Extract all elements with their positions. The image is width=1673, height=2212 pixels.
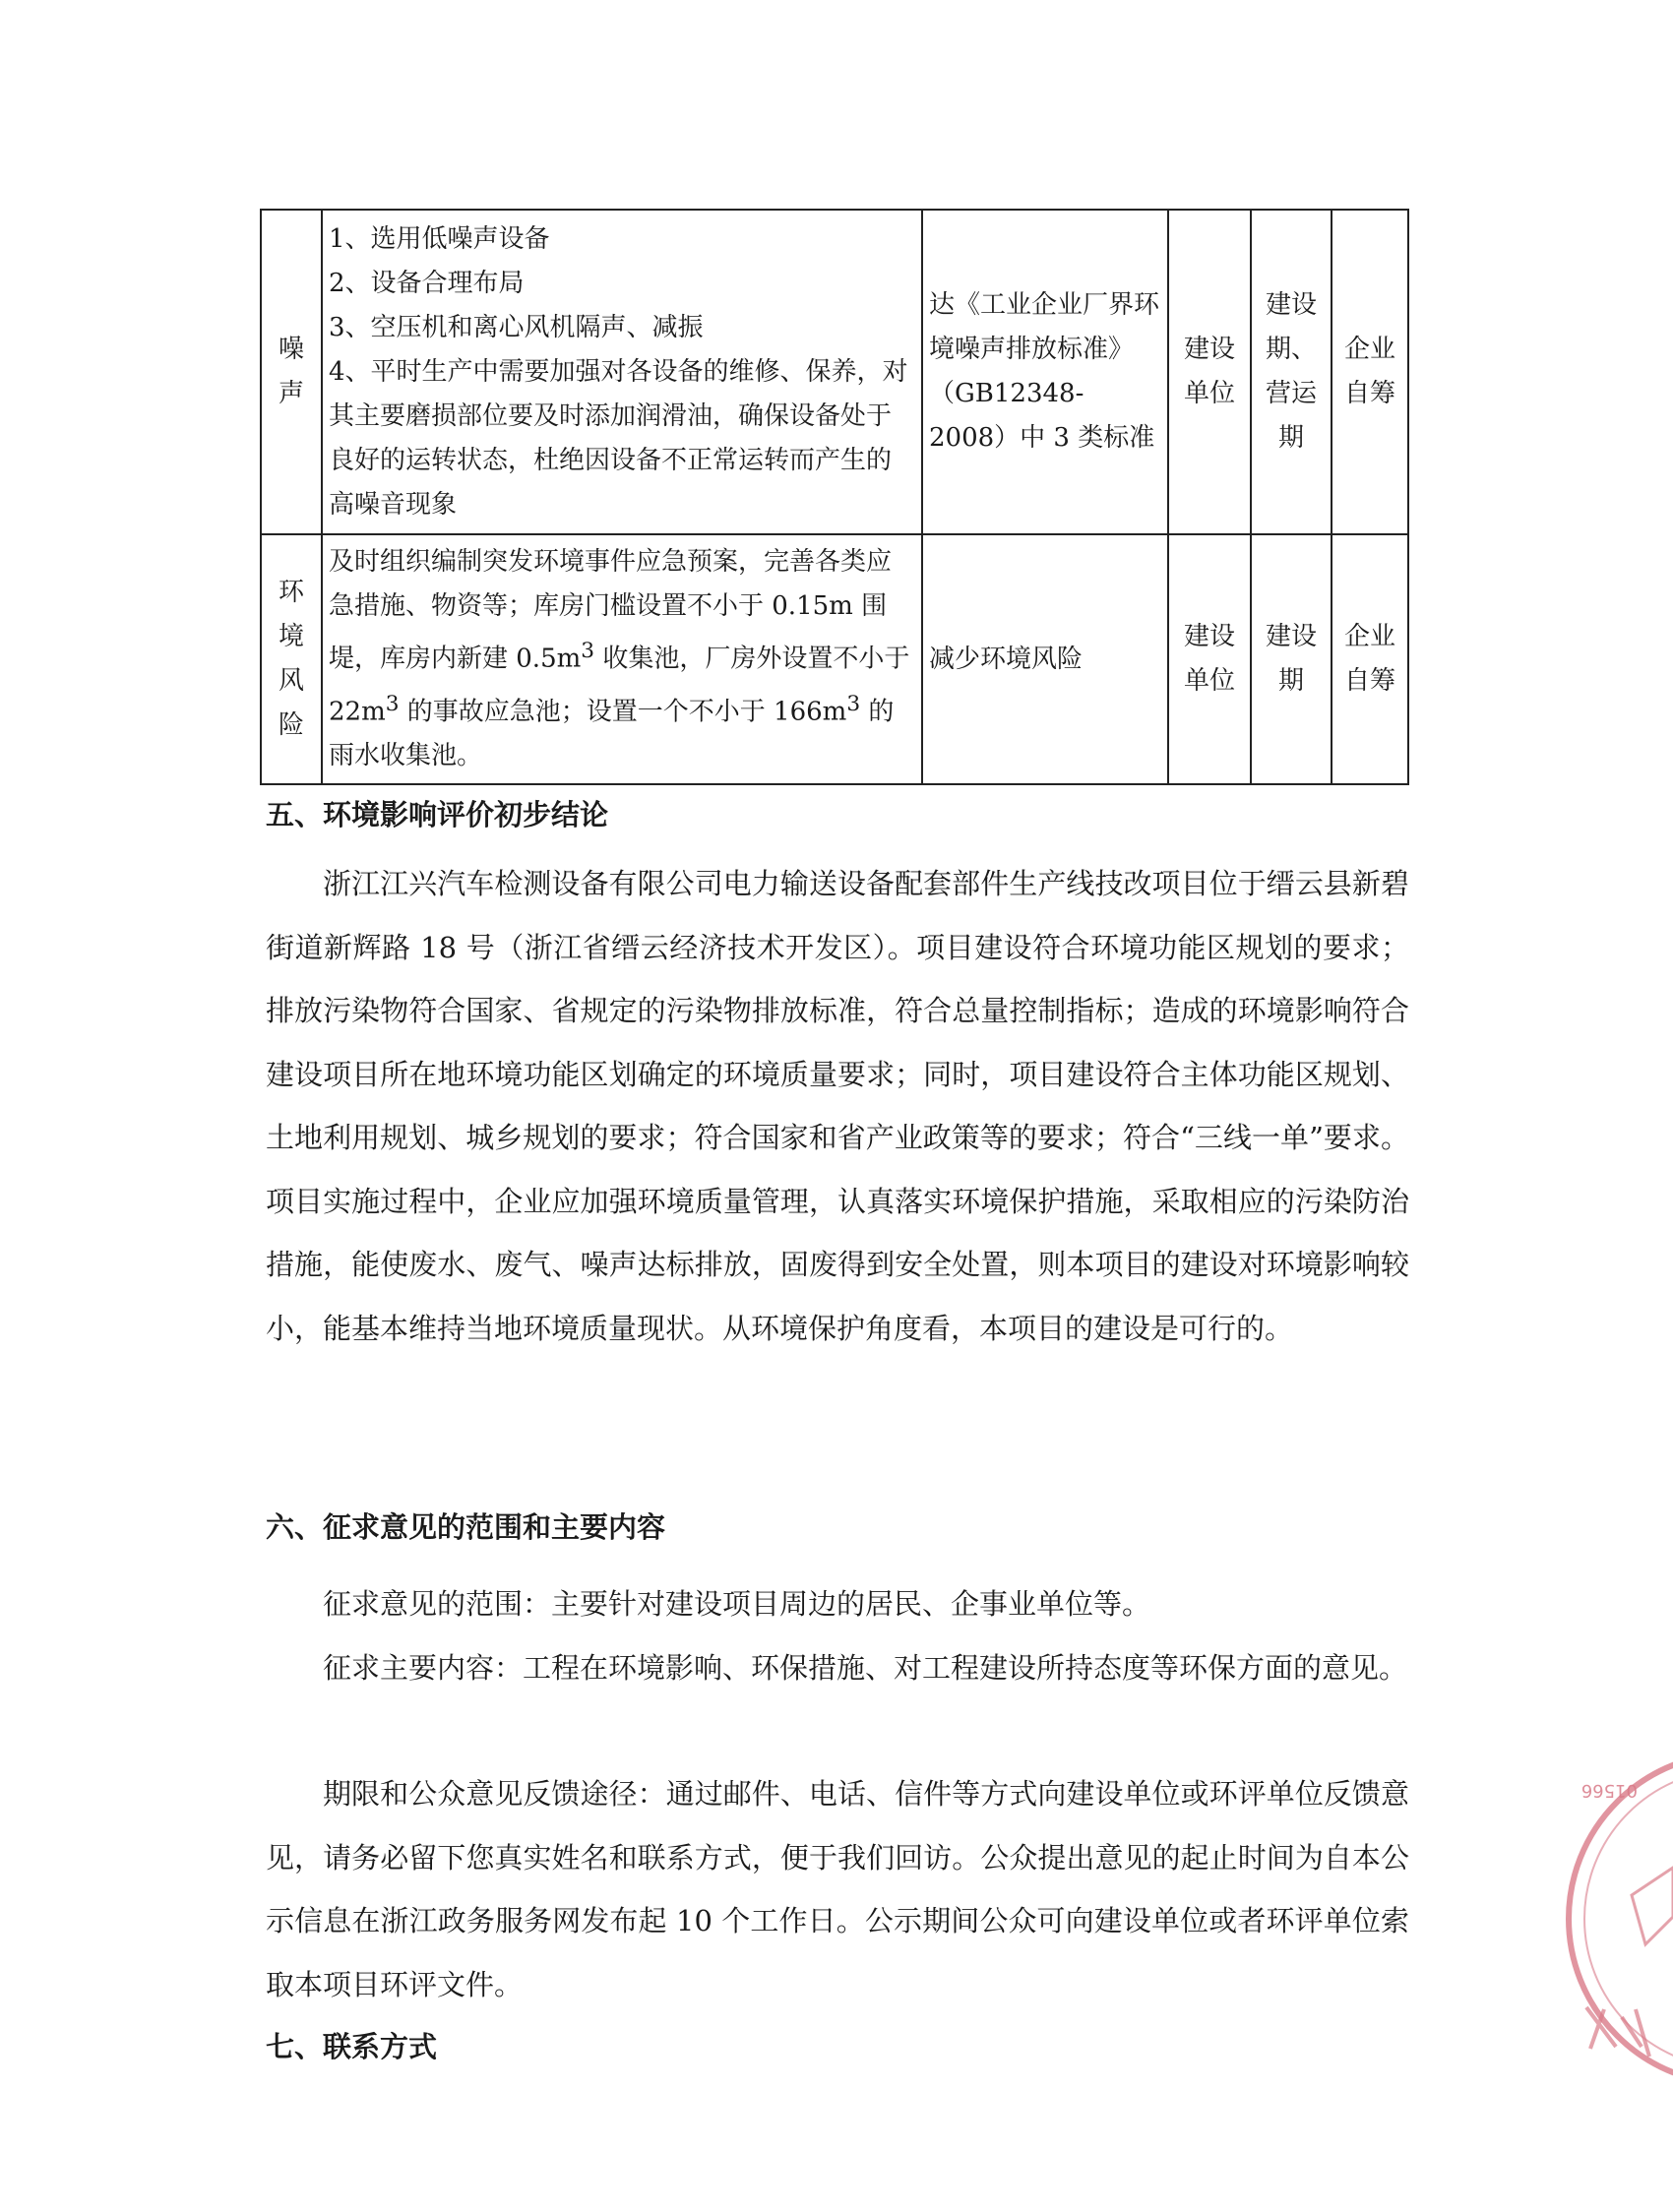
category-cell-noise bbox=[261, 210, 322, 534]
standard-cell-noise: 达《工业企业厂界环境噪声排放标准》（GB12348-2008）中 3 类标准 bbox=[922, 210, 1168, 534]
section-5-paragraph: 浙江江兴汽车检测设备有限公司电力输送设备配套部件生产线技改项目位于缙云县新碧街道新辉路 18 号（浙江省缙云经济技术开发区）。项目建设符合环境功能区规划的要求；排放污染物符合国家、省规定的污染物排放标准，符合总量控制指标；造成的环境影响符合建设项目所在地环境功能区划确定的环境质量要求；同时，项目建设符合主体功能区规划、土地利用规划、城乡规划的要求；符合国家和省产业政策等的要求；符合“三线一单”要求。项目实施过程中，企业应加强环境质量管理，认真落实环境保护措施，采取相应的污染防治措施，能使废水、废气、噪声达标排放，固废得到安全处置，则本项目的建设对环境影响较小，能基本维持当地环境质量现状。从环境保护角度看，本项目的建设是可行的。 bbox=[266, 867, 1409, 1345]
funding-cell-risk: 企业自筹 bbox=[1332, 534, 1408, 784]
section-6-heading: 六、征求意见的范围和主要内容 bbox=[266, 1510, 666, 1544]
seal-graphic bbox=[1547, 1751, 1673, 2086]
measure-item: 2、设备合理布局 bbox=[329, 268, 525, 298]
category-char: 声 bbox=[278, 379, 304, 408]
section-6-scope: 征求意见的范围：主要针对建设项目周边的居民、企事业单位等。 bbox=[323, 1587, 1151, 1621]
measure-item: 4、平时生产中需要加强对各设备的维修、保养，对其主要磨损部位要及时添加润滑油，确保设备处于良好的运转状态，杜绝因设备不正常运转而产生的高噪音现象 bbox=[329, 356, 908, 520]
section-6-feedback: 期限和公众意见反馈途径：通过邮件、电话、信件等方式向建设单位或环评单位反馈意见，请务必留下您真实姓名和联系方式，便于我们回访。公众提出意见的起止时间为自本公示信息在浙江政务服务网发布起 10 个工作日。公示期间公众可向建设单位或者环评单位索取本项目环评文件。 bbox=[266, 1777, 1409, 2001]
table-row-noise bbox=[261, 210, 1408, 534]
superscript-3: 3 bbox=[385, 691, 400, 716]
category-char: 噪 bbox=[278, 335, 304, 364]
period-cell-noise: 建设期、营运期 bbox=[1251, 210, 1332, 534]
section-7-heading: 七、联系方式 bbox=[266, 2030, 438, 2063]
risk-measure-text: 的雨水收集池。 bbox=[329, 697, 895, 771]
measure-item: 3、空压机和离心风机隔声、减振 bbox=[329, 312, 704, 342]
measures-cell-noise bbox=[322, 210, 922, 534]
category-char: 险 bbox=[278, 710, 304, 740]
category-char: 环 bbox=[278, 578, 304, 607]
period-cell-risk: 建设期 bbox=[1251, 534, 1332, 784]
company-seal-partial bbox=[1547, 1751, 1673, 2086]
standard-cell-risk: 减少环境风险 bbox=[922, 534, 1168, 784]
table-row-risk bbox=[261, 534, 1408, 784]
responsible-cell-risk: 建设单位 bbox=[1168, 534, 1251, 784]
seal-number: 01566 bbox=[1580, 1780, 1638, 1801]
risk-measure-text: 的事故应急池；设置一个不小于 166m bbox=[399, 697, 847, 727]
risk-measure-text: 及时组织编制突发环境事件应急预案，完善各类应急措施、物资等；库房门槛设置不小于 0.15m 围堤，库房内新建 0.5m bbox=[329, 546, 893, 674]
measure-item: 1、选用低噪声设备 bbox=[329, 223, 550, 254]
measures-table bbox=[260, 209, 1409, 785]
section-5-heading: 五、环境影响评价初步结论 bbox=[266, 798, 609, 831]
category-char: 风 bbox=[278, 666, 304, 696]
funding-cell-noise: 企业自筹 bbox=[1332, 210, 1408, 534]
superscript-3: 3 bbox=[581, 638, 595, 663]
responsible-cell-noise: 建设单位 bbox=[1168, 210, 1251, 534]
section-6-content: 征求主要内容：工程在环境影响、环保措施、对工程建设所持态度等环保方面的意见。 bbox=[323, 1651, 1408, 1685]
superscript-3: 3 bbox=[846, 691, 861, 716]
category-cell-risk bbox=[261, 534, 322, 784]
risk-measure-text: 收集池，厂房外设置不小于 22m bbox=[329, 644, 910, 727]
measures-cell-risk bbox=[322, 534, 922, 784]
category-char: 境 bbox=[278, 622, 304, 651]
